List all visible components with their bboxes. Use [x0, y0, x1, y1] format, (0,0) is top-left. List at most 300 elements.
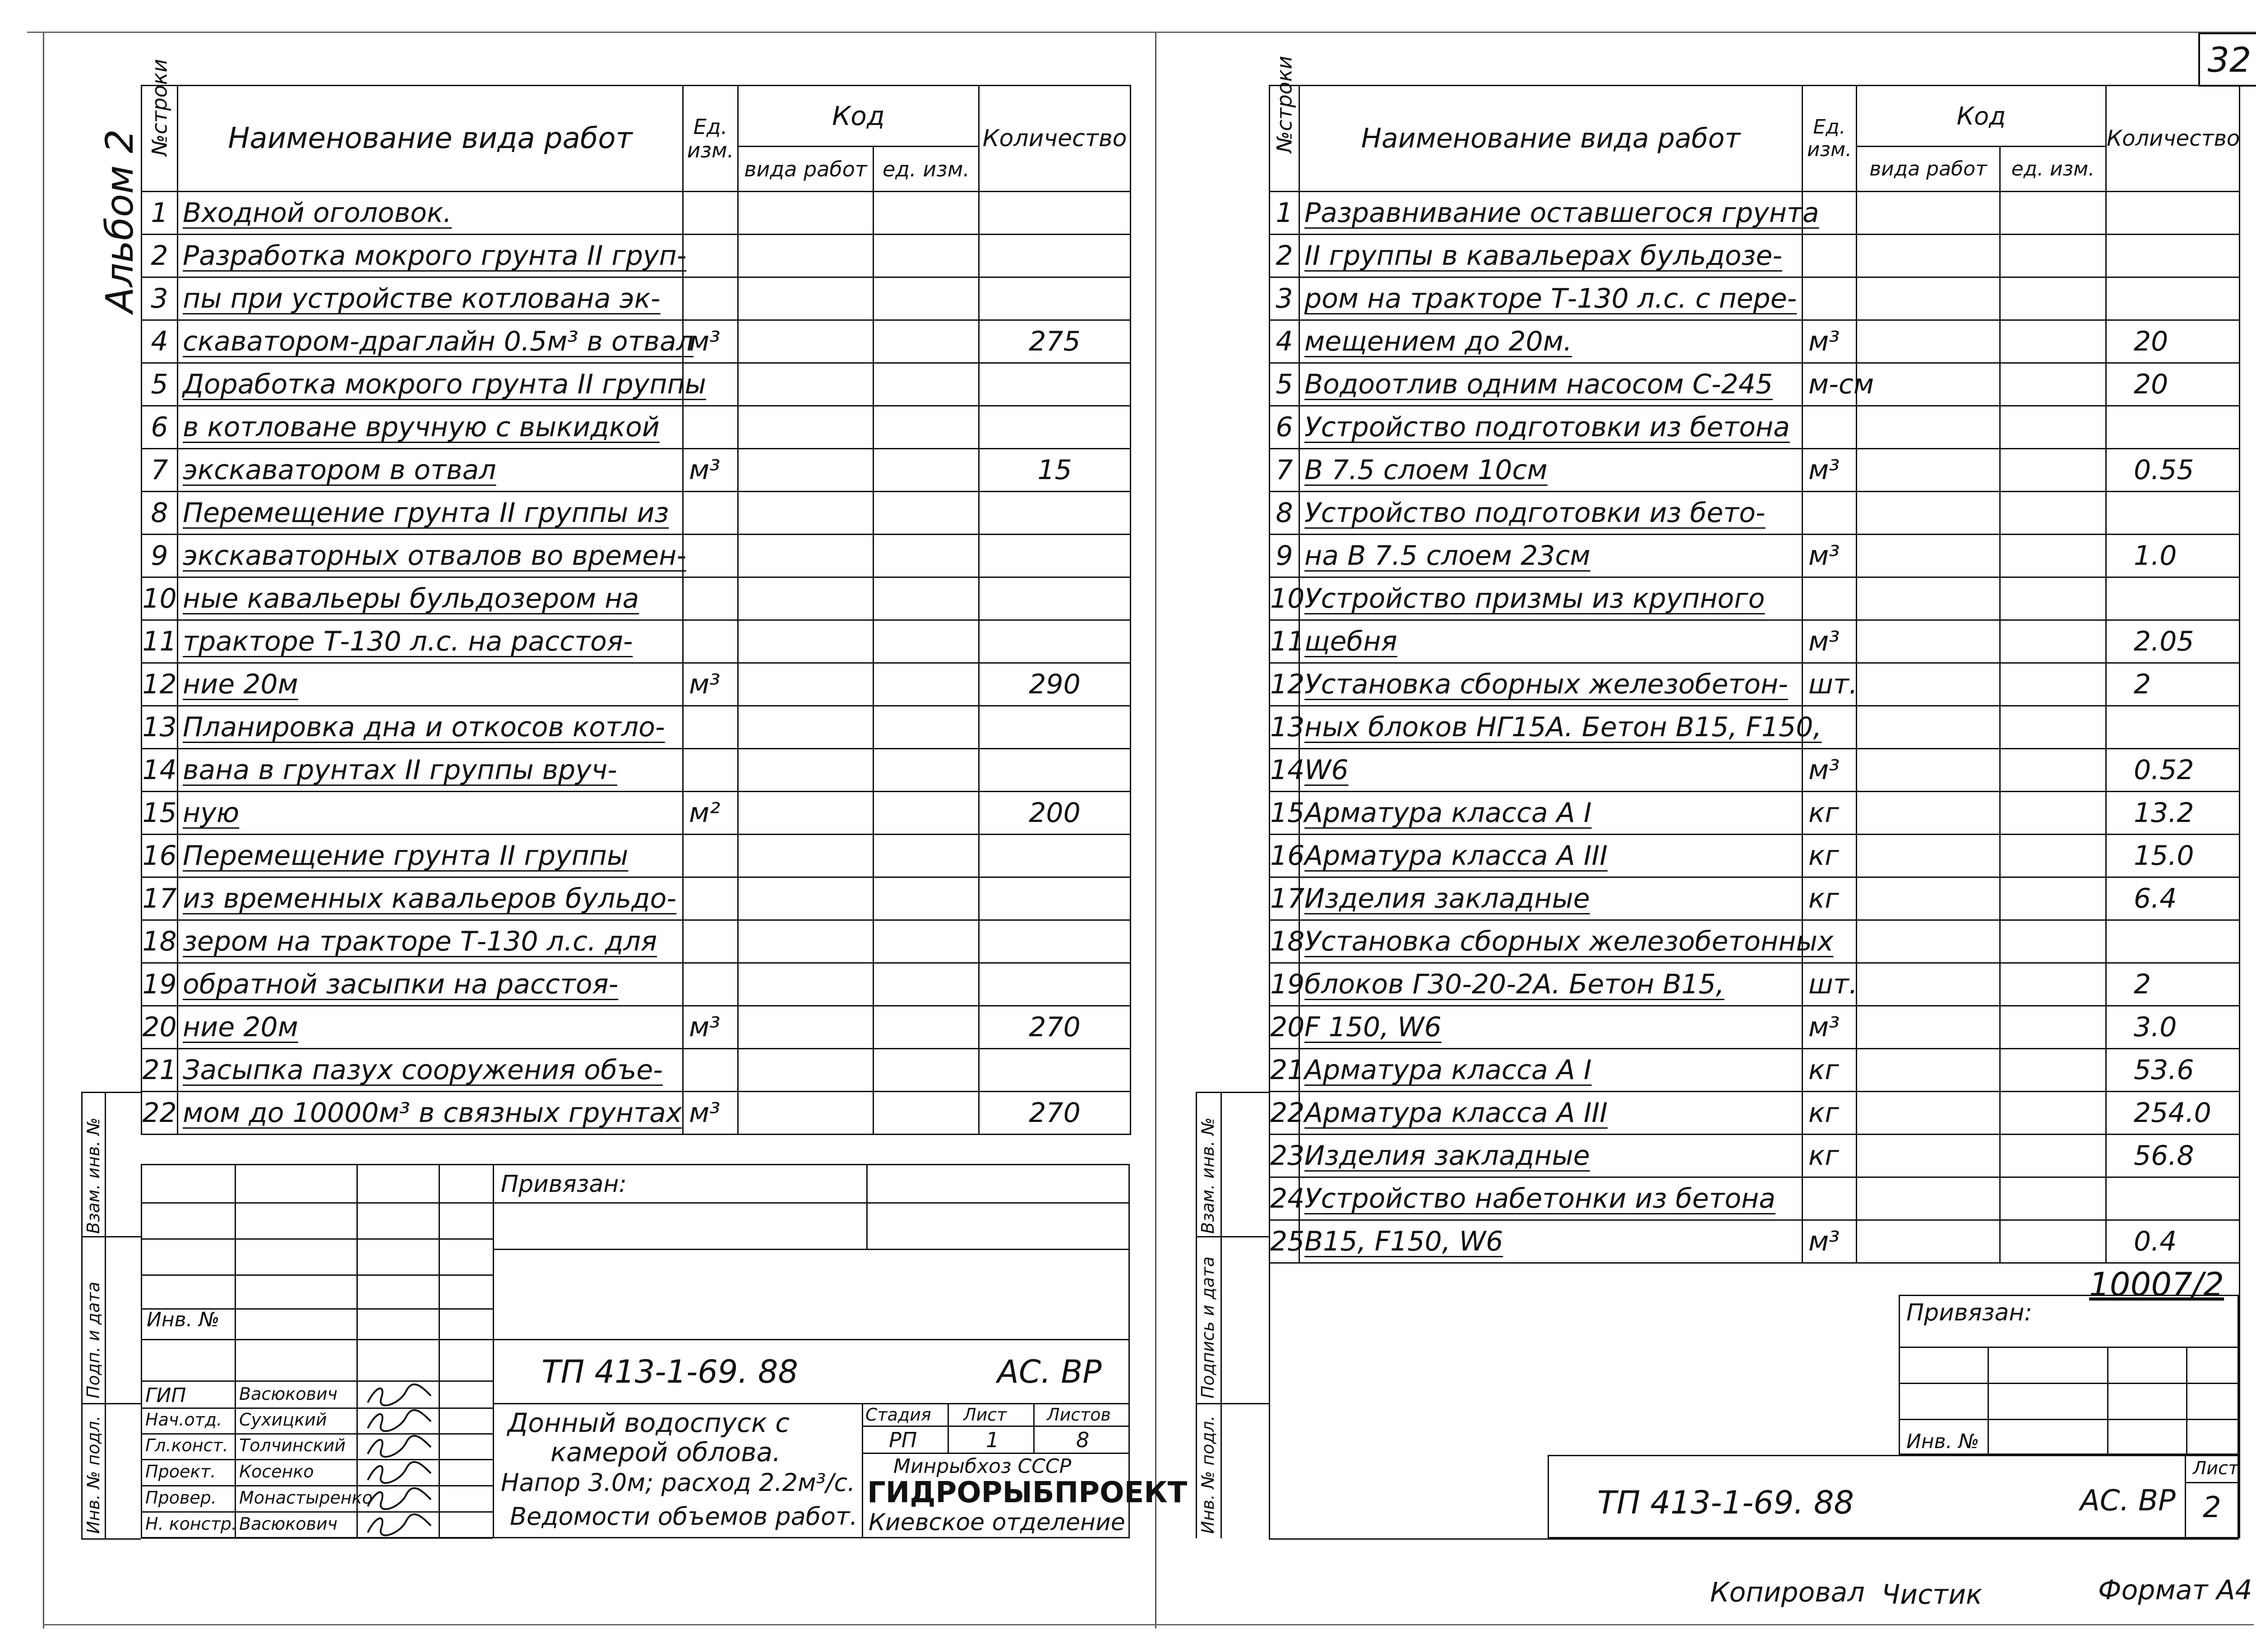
- right-code-work: [1857, 963, 2000, 1006]
- left-row-number: 20: [142, 1006, 178, 1049]
- left-quantity: 15: [979, 449, 1131, 492]
- right-pr-h2: [1899, 1383, 2239, 1384]
- staff-name: Косенко: [239, 1462, 314, 1481]
- left-row-number: 15: [142, 792, 178, 835]
- left-work-name: вана в грунтах II группы вруч-: [178, 749, 683, 792]
- left-tb-vline-6: [948, 1403, 949, 1453]
- right-row-number: 1: [1270, 192, 1299, 235]
- left-work-name: ные кавальеры бульдозером на: [178, 577, 683, 620]
- left-code-unit: [874, 320, 979, 363]
- right-row: [1270, 792, 2240, 835]
- right-unit: м³: [1803, 1006, 1857, 1049]
- left-unit: м³: [683, 1006, 738, 1049]
- left-unit: м³: [683, 449, 738, 492]
- staff-role: Провер.: [145, 1488, 217, 1508]
- page-number: 32: [2198, 32, 2256, 87]
- left-tb-grid-h2: [141, 1238, 493, 1240]
- left-tb-hline-3: [493, 1339, 1130, 1340]
- left-row-number: 17: [142, 877, 178, 920]
- right-unit: м³: [1803, 320, 1857, 363]
- right-unit: м³: [1803, 749, 1857, 792]
- left-row-number: 1: [142, 192, 178, 235]
- right-quantity: [2106, 406, 2240, 449]
- left-work-name: экскаваторных отвалов во времен-: [178, 535, 683, 577]
- left-work-name: мом до 10000м³ в связных грунтах: [178, 1092, 683, 1135]
- left-unit: [683, 406, 738, 449]
- right-row: [1270, 1135, 2240, 1177]
- left-code-unit: [874, 577, 979, 620]
- left-row: [142, 749, 1131, 792]
- right-quantity: 2: [2106, 963, 2240, 1006]
- right-unit: кг: [1803, 792, 1857, 835]
- right-unit: [1803, 577, 1857, 620]
- left-quantity: 290: [979, 663, 1131, 706]
- r-header-name: Наименование вида работ: [1299, 86, 1803, 192]
- footer-copied-by: Чистик: [1882, 1579, 1983, 1610]
- right-pr-v1: [1988, 1347, 1989, 1455]
- staff-name: Васюкович: [239, 1384, 337, 1404]
- right-quantity: [2106, 920, 2240, 963]
- right-code-unit: [2000, 535, 2106, 577]
- right-row: [1270, 320, 2240, 363]
- left-code-unit: [874, 363, 979, 406]
- right-code-unit: [2000, 1135, 2106, 1177]
- right-work-name: Разравнивание оставшегося грунта: [1299, 192, 1803, 235]
- staff-name: Монастыренко: [239, 1488, 373, 1508]
- right-code-work: [1857, 1220, 2000, 1263]
- right-code-unit: [2000, 663, 2106, 706]
- left-code-work: [738, 577, 874, 620]
- left-code-unit: [874, 1006, 979, 1049]
- right-work-name: Арматура класса А III: [1299, 1092, 1803, 1135]
- staff-name: Толчинский: [239, 1435, 346, 1455]
- right-unit: м³: [1803, 449, 1857, 492]
- right-unit: кг: [1803, 877, 1857, 920]
- right-row-number: 17: [1270, 877, 1299, 920]
- left-unit: [683, 192, 738, 235]
- left-description-2: камерой облова.: [550, 1437, 781, 1467]
- left-code-work: [738, 492, 874, 535]
- right-quantity: 0.55: [2106, 449, 2240, 492]
- right-row-number: 12: [1270, 663, 1299, 706]
- left-code-work: [738, 706, 874, 749]
- right-code-unit: [2000, 1092, 2106, 1135]
- left-unit: [683, 877, 738, 920]
- left-row: [142, 792, 1131, 835]
- right-row: [1270, 877, 2240, 920]
- staff-role: Нач.отд.: [145, 1410, 222, 1430]
- right-row-number: 14: [1270, 749, 1299, 792]
- right-privyazan-label: Привязан:: [1906, 1299, 2032, 1326]
- left-sidebar-div-2: [81, 1403, 141, 1404]
- right-code-unit: [2000, 406, 2106, 449]
- right-row-number: 4: [1270, 320, 1299, 363]
- left-row: [142, 192, 1131, 235]
- header-row-num: №строки: [142, 86, 178, 192]
- right-quantity: 254.0: [2106, 1092, 2240, 1135]
- left-row: [142, 1092, 1131, 1135]
- right-quantity: 6.4: [2106, 877, 2240, 920]
- right-code-unit: [2000, 1177, 2106, 1220]
- left-code-unit: [874, 877, 979, 920]
- header-code-unit: ед. изм.: [874, 147, 979, 192]
- left-tb-vline-1: [235, 1164, 236, 1538]
- left-code-work: [738, 449, 874, 492]
- right-pr-h3: [1899, 1419, 2239, 1420]
- right-code-unit: [2000, 749, 2106, 792]
- left-org-1: Минрыбхоз СССР: [893, 1455, 1072, 1478]
- right-code-unit: [2000, 449, 2106, 492]
- right-row: [1270, 835, 2240, 877]
- left-tb-vline-3: [439, 1164, 440, 1538]
- right-code-unit: [2000, 492, 2106, 535]
- right-unit: кг: [1803, 1049, 1857, 1092]
- left-code-unit: [874, 706, 979, 749]
- right-unit: [1803, 235, 1857, 277]
- left-quantity: [979, 920, 1131, 963]
- left-sheet-value: 1: [986, 1428, 999, 1452]
- right-row: [1270, 577, 2240, 620]
- left-row: [142, 235, 1131, 277]
- right-code-work: [1857, 363, 2000, 406]
- left-work-name: скаватором-драглайн 0.5м³ в отвал: [178, 320, 683, 363]
- right-unit: шт.: [1803, 663, 1857, 706]
- right-pr-v3: [2186, 1347, 2187, 1455]
- staff-name: Васюкович: [239, 1514, 337, 1534]
- left-description-4: Ведомости объемов работ.: [510, 1502, 858, 1531]
- right-row-number: 18: [1270, 920, 1299, 963]
- left-description-1: Донный водоспуск с: [508, 1407, 790, 1438]
- right-stamp-v: [2185, 1455, 2186, 1538]
- left-code-work: [738, 835, 874, 877]
- right-unit: кг: [1803, 835, 1857, 877]
- right-block-b: [1269, 1538, 2239, 1540]
- right-sidebar-vzam: Взам. инв. №: [1198, 1117, 1218, 1234]
- right-sidebar-box-l: [1196, 1092, 1197, 1538]
- header-qty: Количество: [979, 86, 1131, 192]
- left-tb-vline-4: [866, 1164, 868, 1250]
- left-row-number: 6: [142, 406, 178, 449]
- left-code-unit: [874, 235, 979, 277]
- left-code-work: [738, 663, 874, 706]
- right-code-work: [1857, 449, 2000, 492]
- right-sidebar-div-2: [1196, 1403, 1269, 1404]
- signature-icon: [363, 1408, 435, 1433]
- right-code-work: [1857, 235, 2000, 277]
- left-row: [142, 449, 1131, 492]
- right-sidebar-box-r: [1220, 1092, 1222, 1538]
- left-sidebar-box-l: [81, 1092, 83, 1538]
- left-sheets-label: Листов: [1047, 1405, 1111, 1425]
- left-work-name: Перемещение грунта II группы из: [178, 492, 683, 535]
- left-row: [142, 877, 1131, 920]
- left-description-3: Напор 3.0м; расход 2.2м³/с.: [501, 1468, 855, 1497]
- left-tb-vline-main: [493, 1164, 494, 1538]
- left-sheet-edge: [43, 32, 44, 1629]
- left-unit: [683, 963, 738, 1006]
- left-code-unit: [874, 449, 979, 492]
- right-code-work: [1857, 1049, 2000, 1092]
- left-code-unit: [874, 749, 979, 792]
- right-unit: [1803, 492, 1857, 535]
- right-code-unit: [2000, 620, 2106, 663]
- left-row: [142, 835, 1131, 877]
- right-unit: [1803, 277, 1857, 320]
- right-quantity: [2106, 1177, 2240, 1220]
- right-block-l: [1269, 1261, 1270, 1538]
- left-work-name: ние 20м: [178, 1006, 683, 1049]
- right-unit: кг: [1803, 1092, 1857, 1135]
- signature-icon: [363, 1460, 435, 1485]
- left-quantity: [979, 877, 1131, 920]
- left-code-work: [738, 1049, 874, 1092]
- staff-role: Проект.: [145, 1462, 216, 1481]
- left-row-number: 4: [142, 320, 178, 363]
- left-code-work: [738, 406, 874, 449]
- header-unit: Ед. изм.: [683, 86, 738, 192]
- right-row: [1270, 706, 2240, 749]
- left-row-number: 10: [142, 577, 178, 620]
- left-code-work: [738, 920, 874, 963]
- left-tb-hline-5: [862, 1426, 1130, 1427]
- right-work-name: ных блоков НГ15А. Бетон В15, F150,: [1299, 706, 1803, 749]
- left-quantity: [979, 535, 1131, 577]
- right-row-number: 24: [1270, 1177, 1299, 1220]
- left-unit: [683, 535, 738, 577]
- left-quantity: [979, 363, 1131, 406]
- right-row-number: 7: [1270, 449, 1299, 492]
- left-tb-hline-2: [493, 1249, 1130, 1250]
- right-unit: [1803, 1177, 1857, 1220]
- left-unit: [683, 1049, 738, 1092]
- right-quantity: [2106, 235, 2240, 277]
- right-work-name: Арматура класса А I: [1299, 792, 1803, 835]
- right-work-name: щебня: [1299, 620, 1803, 663]
- left-code-unit: [874, 492, 979, 535]
- right-work-name: Устройство подготовки из бетона: [1299, 406, 1803, 449]
- left-code-work: [738, 192, 874, 235]
- left-work-name: ние 20м: [178, 663, 683, 706]
- left-tb-vline-2: [356, 1164, 358, 1538]
- right-row: [1270, 1006, 2240, 1049]
- signature-icon: [363, 1512, 435, 1537]
- right-row: [1270, 492, 2240, 535]
- left-row: [142, 1006, 1131, 1049]
- left-quantity: [979, 749, 1131, 792]
- right-row: [1270, 277, 2240, 320]
- left-quantity: [979, 492, 1131, 535]
- left-row-number: 8: [142, 492, 178, 535]
- right-row: [1270, 1177, 2240, 1220]
- left-code-unit: [874, 620, 979, 663]
- right-work-name: Устройство подготовки из бето-: [1299, 492, 1803, 535]
- staff-role: Гл.конст.: [145, 1435, 228, 1455]
- left-code-unit: [874, 535, 979, 577]
- right-row-number: 21: [1270, 1049, 1299, 1092]
- right-unit: кг: [1803, 1135, 1857, 1177]
- left-row-number: 16: [142, 835, 178, 877]
- sheet-fold-line: [1155, 32, 1156, 1629]
- left-work-name: зером на тракторе Т-130 л.с. для: [178, 920, 683, 963]
- right-sidebar-div-1: [1196, 1236, 1269, 1237]
- left-row: [142, 320, 1131, 363]
- left-tb-vline-7: [1033, 1403, 1035, 1453]
- left-code-work: [738, 1006, 874, 1049]
- left-row-number: 3: [142, 277, 178, 320]
- right-code-work: [1857, 1177, 2000, 1220]
- right-row-number: 19: [1270, 963, 1299, 1006]
- right-code-work: [1857, 1092, 2000, 1135]
- left-row-number: 12: [142, 663, 178, 706]
- right-code-unit: [2000, 792, 2106, 835]
- right-sidebar-inv-podl: Инв. № подл.: [1198, 1415, 1218, 1534]
- right-work-name: Арматура класса А I: [1299, 1049, 1803, 1092]
- left-tb-hline: [493, 1202, 1130, 1204]
- left-row-number: 21: [142, 1049, 178, 1092]
- right-row-number: 11: [1270, 620, 1299, 663]
- right-row: [1270, 363, 2240, 406]
- left-code-unit: [874, 963, 979, 1006]
- left-row: [142, 920, 1131, 963]
- r-header-code: Код: [1857, 86, 2106, 147]
- right-unit: м³: [1803, 1220, 1857, 1263]
- staff-grid-line: [141, 1433, 493, 1435]
- right-work-name: Установка сборных железобетон-: [1299, 663, 1803, 706]
- right-unit: шт.: [1803, 963, 1857, 1006]
- left-row-number: 11: [142, 620, 178, 663]
- left-stage-value: РП: [889, 1428, 917, 1452]
- left-sidebar-div-1: [81, 1236, 141, 1237]
- left-code-work: [738, 235, 874, 277]
- left-quantity: [979, 406, 1131, 449]
- right-code-work: [1857, 277, 2000, 320]
- footer-copied-by-label: Копировал: [1710, 1577, 1865, 1608]
- right-row: [1270, 663, 2240, 706]
- left-code-work: [738, 320, 874, 363]
- staff-grid-line: [141, 1459, 493, 1460]
- left-sidebar-vzam: Взам. инв. №: [83, 1117, 103, 1234]
- right-row-number: 16: [1270, 835, 1299, 877]
- left-unit: [683, 920, 738, 963]
- right-quantity: 2.05: [2106, 620, 2240, 663]
- right-work-name: F 150, W6: [1299, 1006, 1803, 1049]
- right-quantity: 3.0: [2106, 1006, 2240, 1049]
- right-sidebar-podpis: Подпись и дата: [1198, 1256, 1218, 1398]
- left-code-unit: [874, 792, 979, 835]
- left-code-work: [738, 363, 874, 406]
- right-quantity: [2106, 706, 2240, 749]
- footer-format: Формат А4: [2098, 1574, 2252, 1606]
- left-privyazan-label: Привязан:: [501, 1171, 627, 1198]
- right-row-number: 6: [1270, 406, 1299, 449]
- right-work-name: II группы в кавальерах бульдозе-: [1299, 235, 1803, 277]
- right-quantity: 56.8: [2106, 1135, 2240, 1177]
- right-code-unit: [2000, 363, 2106, 406]
- staff-role: ГИП: [145, 1384, 186, 1407]
- right-code-work: [1857, 577, 2000, 620]
- left-sidebar-box-b: [81, 1538, 141, 1540]
- right-code-unit: [2000, 706, 2106, 749]
- right-doc-mark: АС. ВР: [2080, 1484, 2176, 1518]
- left-quantity: [979, 835, 1131, 877]
- left-quantity: [979, 1049, 1131, 1092]
- right-work-name: Изделия закладные: [1299, 1135, 1803, 1177]
- left-sheet-label: Лист: [963, 1405, 1007, 1425]
- left-row-number: 5: [142, 363, 178, 406]
- left-quantity: [979, 192, 1131, 235]
- right-unit: м³: [1803, 535, 1857, 577]
- left-unit: м³: [683, 320, 738, 363]
- left-code-work: [738, 877, 874, 920]
- staff-role: Н. констр.: [145, 1514, 237, 1534]
- right-work-name: Устройство призмы из крупного: [1299, 577, 1803, 620]
- right-row-number: 9: [1270, 535, 1299, 577]
- left-row: [142, 663, 1131, 706]
- right-code-work: [1857, 192, 2000, 235]
- left-org-2: ГИДРОРЫБПРОЕКТ: [867, 1476, 1188, 1509]
- left-work-name: экскаватором в отвал: [178, 449, 683, 492]
- left-doc-mark: АС. ВР: [997, 1353, 1102, 1390]
- left-unit: [683, 706, 738, 749]
- left-tb-vline-5: [862, 1403, 863, 1538]
- right-quantity: 2: [2106, 663, 2240, 706]
- left-row: [142, 577, 1131, 620]
- right-code-work: [1857, 320, 2000, 363]
- left-unit: м³: [683, 1092, 738, 1135]
- left-code-work: [738, 792, 874, 835]
- left-quantity: [979, 235, 1131, 277]
- left-work-name: обратной засыпки на расстоя-: [178, 963, 683, 1006]
- left-tb-grid-h1: [141, 1202, 493, 1204]
- right-row-number: 25: [1270, 1220, 1299, 1263]
- left-row-number: 7: [142, 449, 178, 492]
- right-work-name: В15, F150, W6: [1299, 1220, 1803, 1263]
- right-pr-v2: [2107, 1347, 2108, 1455]
- right-stamp-h: [2185, 1482, 2239, 1483]
- left-quantity: 275: [979, 320, 1131, 363]
- left-tb-grid-h6: [141, 1380, 493, 1382]
- left-row: [142, 277, 1131, 320]
- header-code-work: вида работ: [738, 147, 874, 192]
- left-row: [142, 406, 1131, 449]
- right-work-name: Арматура класса А III: [1299, 835, 1803, 877]
- left-doc-code: ТП 413-1-69. 88: [541, 1353, 798, 1390]
- left-tb-grid-h3: [141, 1274, 493, 1276]
- top-edge-line: [27, 32, 2256, 33]
- right-row-number: 23: [1270, 1135, 1299, 1177]
- left-unit: [683, 492, 738, 535]
- right-order-no: 10007/2: [2089, 1265, 2224, 1303]
- header-code: Код: [738, 86, 979, 147]
- left-work-name: тракторе Т-130 л.с. на расстоя-: [178, 620, 683, 663]
- right-row: [1270, 1049, 2240, 1092]
- left-unit: [683, 235, 738, 277]
- left-quantity: 200: [979, 792, 1131, 835]
- right-code-work: [1857, 620, 2000, 663]
- left-unit: м²: [683, 792, 738, 835]
- right-sheet-value: 2: [2203, 1491, 2221, 1524]
- r-header-row-num: №строки: [1270, 86, 1299, 192]
- right-code-work: [1857, 706, 2000, 749]
- left-work-name: пы при устройстве котлована эк-: [178, 277, 683, 320]
- right-unit: [1803, 406, 1857, 449]
- left-code-unit: [874, 1092, 979, 1135]
- right-code-unit: [2000, 877, 2106, 920]
- signature-icon: [363, 1382, 435, 1407]
- right-block-r: [2239, 1261, 2240, 1538]
- right-row: [1270, 1220, 2240, 1263]
- right-work-name: Установка сборных железобетонных: [1299, 920, 1803, 963]
